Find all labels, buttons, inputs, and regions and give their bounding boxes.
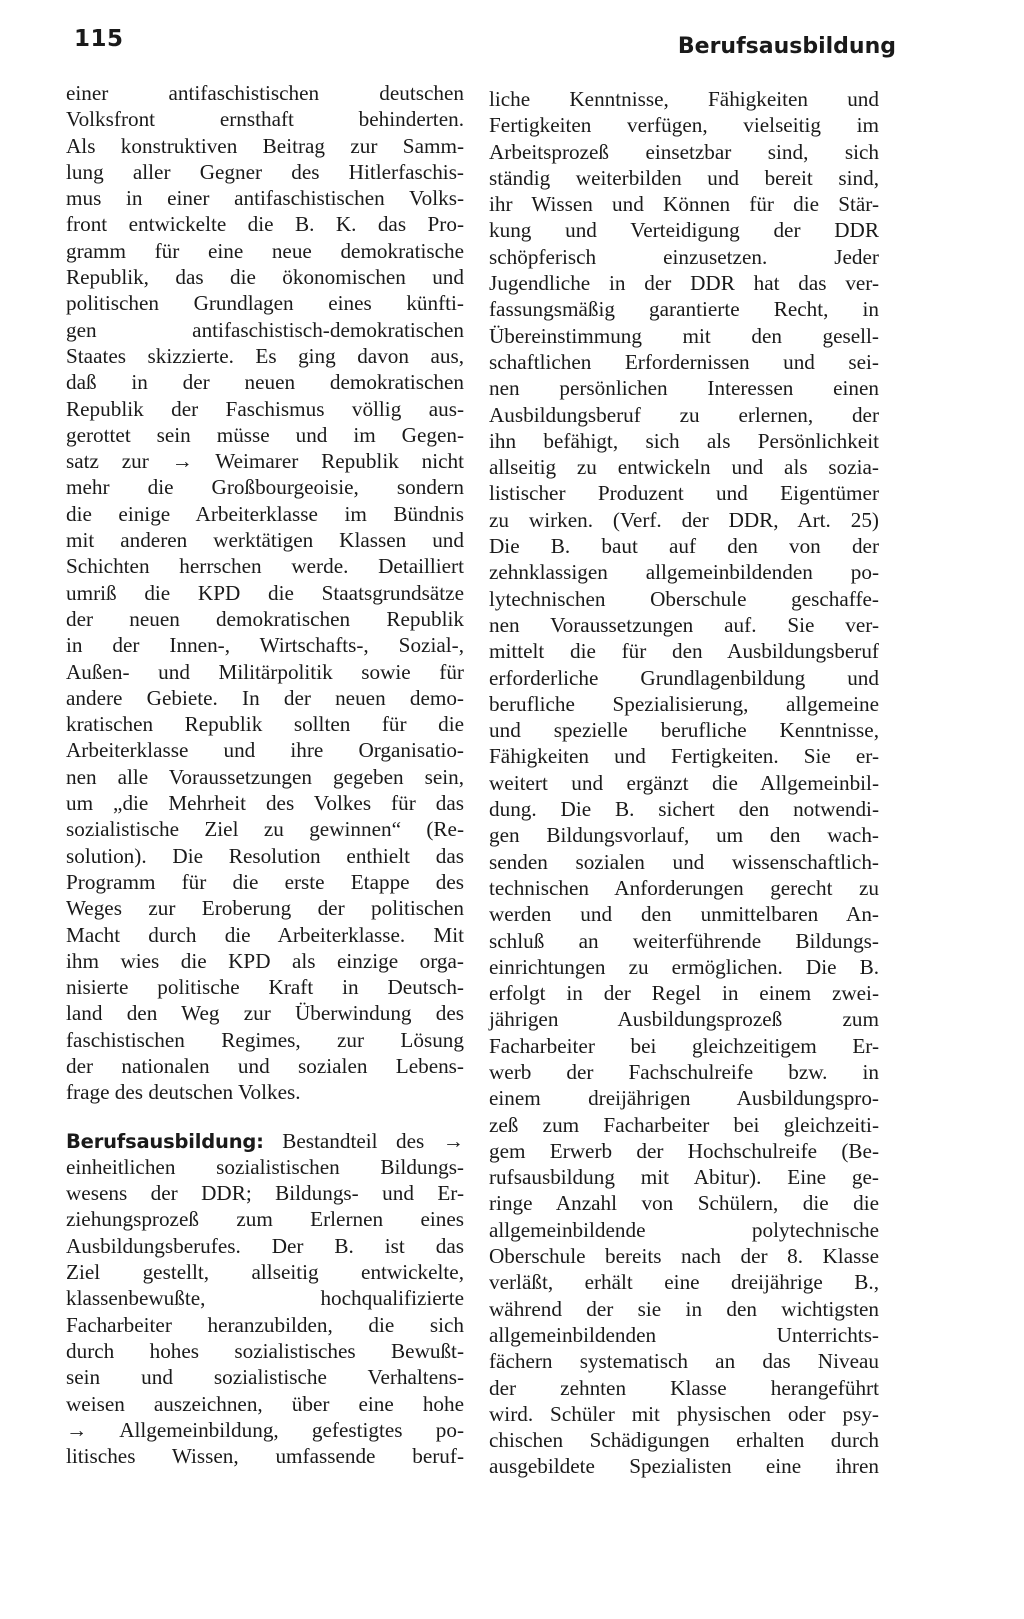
text-line: solution). Die Resolution enthielt das [66,843,464,868]
entry-headword-line: Berufsausbildung: Bestandteil des → [66,1128,464,1153]
text-line: gen antifaschistisch-demokratischen [66,317,464,342]
text-line: frage des deutschen Volkes. [66,1080,301,1105]
text-line: faschistischen Regimes, zur Lösung [66,1027,464,1052]
text-line: Schichten herrschen werde. Detailliert [66,554,464,579]
text-line: weisen auszeichnen, über eine hohe [66,1391,464,1416]
text-line: schaftlichen Erfordernissen und sei- [489,349,879,374]
text-line: lytechnischen Oberschule geschaffe- [489,586,879,611]
text-line: nen persönlichen Interessen einen [489,376,879,401]
text-line: mittelt die für den Ausbildungsberuf [489,639,879,664]
text-line: ringe Anzahl von Schülern, die die [489,1191,879,1216]
text-line: durch hohes sozialistisches Bewußt- [66,1338,464,1363]
text-line: klassenbewußte, hochqualifizierte [66,1286,464,1311]
text-line: Facharbeiter heranzubilden, die sich [66,1312,464,1337]
text-line: Staates skizzierte. Es ging davon aus, [66,343,464,368]
text-line: kratischen Republik sollten für die [66,712,464,737]
text-line: mit anderen werktätigen Klassen und [66,528,464,553]
right-column [489,86,879,1480]
text-line: mehr die Großbourgeoisie, sondern [66,475,464,500]
text-line: Ziel gestellt, allseitig entwickelte, [66,1260,464,1285]
text-line: Als konstruktiven Beitrag zur Samm- [66,133,464,158]
text-line: mus in einer antifaschistischen Volks- [66,186,464,211]
text-line: schöpferisch einzusetzen. Jeder [489,244,879,269]
text-line: umriß die KPD die Staatsgrundsätze [66,580,464,605]
text-line: und spezielle berufliche Kenntnisse, [489,718,879,743]
text-line: einrichtungen zu ermöglichen. Die B. [489,954,879,979]
text-line: daß in der neuen demokratischen [66,370,464,395]
text-line: zehnklassigen allgemeinbildenden po- [489,560,879,585]
text-line: Ausbildungsberufes. Der B. ist das [66,1233,464,1258]
text-line: liche Kenntnisse, Fähigkeiten und [489,87,879,111]
text-line: in der Innen-, Wirtschafts-, Sozial-, [66,633,464,658]
text-line: der neuen demokratischen Republik [66,606,464,631]
text-line: Weges zur Eroberung der politischen [66,896,464,921]
text-line: dung. Die B. sichert den notwendi- [489,797,879,822]
text-line: um „die Mehrheit des Volkes für das [66,791,464,816]
text-line: gramm für eine neue demokratische [66,238,464,263]
text-line: sein und sozialistische Verhaltens- [66,1365,464,1390]
text-line: einer antifaschistischen deutschen [66,81,464,105]
text-line: gen Bildungsvorlauf, um den wach- [489,823,879,848]
text-line: ständig weiterbilden und bereit sind, [489,165,879,190]
text-line: ihm wies die KPD als einzige orga- [66,948,464,973]
text-line: wesens der DDR; Bildungs- und Er- [66,1181,464,1206]
text-line: ausgebildete Spezialisten eine ihren [489,1454,879,1479]
text-line: der zehnten Klasse herangeführt [489,1375,879,1400]
text-line: technischen Anforderungen gerecht zu [489,875,879,900]
text-line: Volksfront ernsthaft behinderten. [66,107,464,132]
text-line: erforderliche Grundlagenbildung und [489,665,879,690]
text-line: rufsausbildung mit Abitur). Eine ge- [489,1165,879,1190]
text-line: listischer Produzent und Eigentümer [489,481,879,506]
text-line: andere Gebiete. In der neuen demo- [66,685,464,710]
text-line: fächern systematisch an das Niveau [489,1349,879,1374]
text-line: nisierte politische Kraft in Deutsch- [66,975,464,1000]
text-line: satz zur → Weimarer Republik nicht [66,449,464,474]
text-line: senden sozialen und wissenschaftlich- [489,849,879,874]
text-line: Arbeiterklasse und ihre Organisatio- [66,738,464,763]
text-line: weitert und ergänzt die Allgemeinbil- [489,770,879,795]
text-line: allseitig zu entwickeln und als sozia- [489,455,879,480]
text-line: front entwickelte die B. K. das Pro- [66,212,464,237]
text-line: Arbeitsprozeß einsetzbar sind, sich [489,139,879,164]
text-line: Jugendliche in der DDR hat das ver- [489,271,879,296]
text-line: zeß zum Facharbeiter bei gleichzeiti- [489,1112,879,1137]
text-line: Facharbeiter bei gleichzeitigem Er- [489,1033,879,1058]
text-line: nen Voraussetzungen auf. Sie ver- [489,612,879,637]
text-line: jährigen Ausbildungsprozeß zum [489,1007,879,1032]
text-line: der nationalen und sozialen Lebens- [66,1053,464,1078]
text-line: Republik, das die ökonomischen und [66,265,464,290]
text-line: Übereinstimmung mit den gesell- [489,323,879,348]
text-line: fassungsmäßig garantierte Recht, in [489,297,879,322]
text-line: zu wirken. (Verf. der DDR, Art. 25) [489,507,879,532]
text-line: werb der Fachschulreife bzw. in [489,1059,879,1084]
text-line: einem dreijährigen Ausbildungspro- [489,1086,879,1111]
text-line: berufliche Spezialisierung, allgemeine [489,691,879,716]
text-line: allgemeinbildenden Unterrichts- [489,1322,879,1347]
text-line: die einige Arbeiterklasse im Bündnis [66,501,464,526]
text-line: land den Weg zur Überwindung des [66,1001,464,1026]
text-line: Programm für die erste Etappe des [66,869,464,894]
text-line: chischen Schädigungen erhalten durch [489,1428,879,1453]
running-head: Berufsausbildung [677,34,896,59]
text-line: litisches Wissen, umfassende beruf- [66,1444,464,1469]
text-line: → Allgemeinbildung, gefestigtes po- [66,1417,464,1442]
text-line: Fertigkeiten verfügen, vielseitig im [489,113,879,138]
text-line: verläßt, erhält eine dreijährige B., [489,1270,879,1295]
text-line: Ausbildungsberuf zu erlernen, der [489,402,879,427]
text-line: Außen- und Militärpolitik sowie für [66,659,464,684]
text-line: werden und den unmittelbaren An- [489,902,879,927]
text-line: Republik der Faschismus völlig aus- [66,396,464,421]
text-line: einheitlichen sozialistischen Bildungs- [66,1154,464,1179]
text-line: allgemeinbildende polytechnische [489,1217,879,1242]
text-line: Fähigkeiten und Fertigkeiten. Sie er- [489,744,879,769]
entry-headword: Berufsausbildung: [66,1129,264,1153]
text-line: wird. Schüler mit physischen oder psy- [489,1401,879,1426]
left-column [66,80,464,1469]
text-line: ziehungsprozeß zum Erlernen eines [66,1207,464,1232]
page-number: 115 [74,26,124,52]
text-line: erfolgt in der Regel in einem zwei- [489,981,879,1006]
text-line: Die B. baut auf den von der [489,534,879,559]
text-line: politischen Grundlagen eines künfti- [66,291,464,316]
text-line: ihr Wissen und Können für die Stär- [489,192,879,217]
text-line: sozialistische Ziel zu gewinnen“ (Re- [66,817,464,842]
text-line: kung und Verteidigung der DDR [489,218,879,243]
text-line: während der sie in den wichtigsten [489,1296,879,1321]
text-line: nen alle Voraussetzungen gegeben sein, [66,764,464,789]
text-line: gerottet sein müsse und im Gegen- [66,422,464,447]
text-line: gem Erwerb der Hochschulreife (Be- [489,1138,879,1163]
text-line: Macht durch die Arbeiterklasse. Mit [66,922,464,947]
text-line: schluß an weiterführende Bildungs- [489,928,879,953]
text-line: ihn befähigt, sich als Persönlichkeit [489,428,879,453]
text-line: Oberschule bereits nach der 8. Klasse [489,1244,879,1269]
text-line: lung aller Gegner des Hitlerfaschis- [66,159,464,184]
